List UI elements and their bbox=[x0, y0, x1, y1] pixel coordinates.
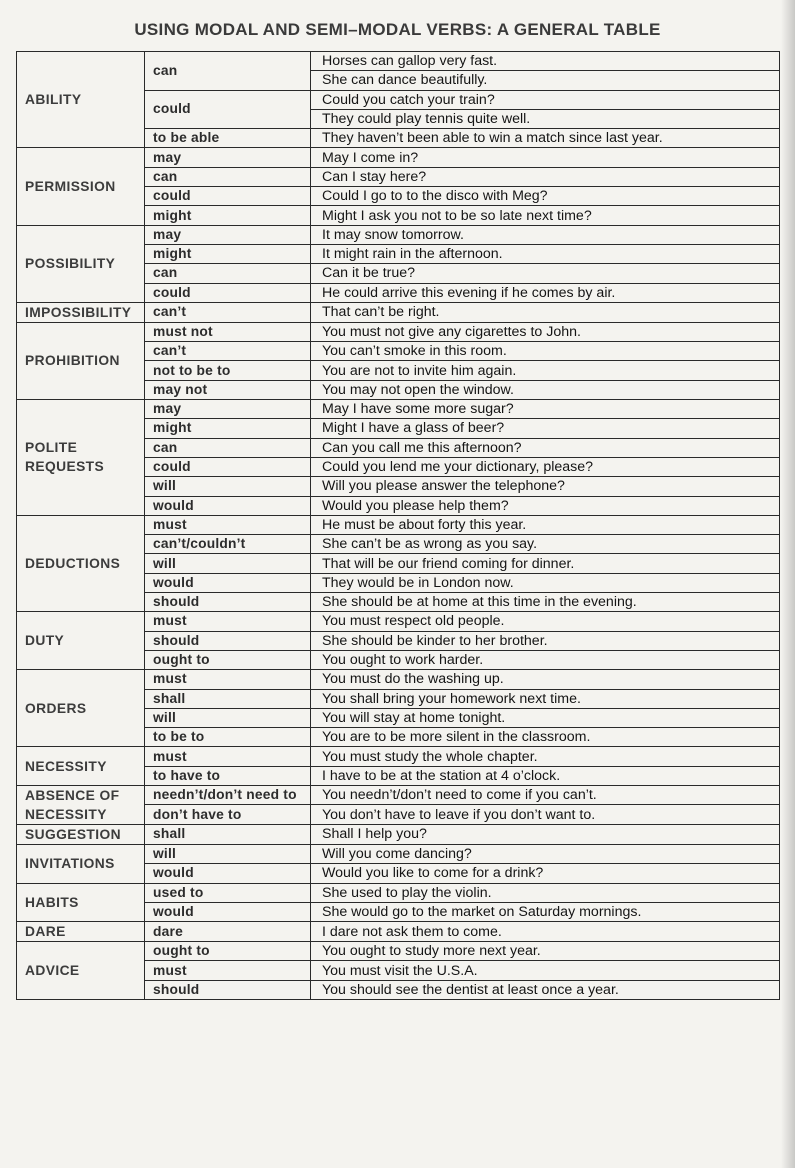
modal-verb: must bbox=[145, 670, 311, 689]
example-sentence: You are not to invite him again. bbox=[311, 361, 780, 380]
modal-verb: could bbox=[145, 187, 311, 206]
example-sentence: You must study the whole chapter. bbox=[311, 747, 780, 766]
example-sentence: She should be at home at this time in the evening. bbox=[311, 593, 780, 612]
example-sentence: You may not open the window. bbox=[311, 380, 780, 399]
modal-verb: should bbox=[145, 631, 311, 650]
category-label: DARE bbox=[17, 922, 145, 942]
example-sentence: Can I stay here? bbox=[311, 167, 780, 186]
page-title: USING MODAL AND SEMI–MODAL VERBS: A GENERAL TABLE bbox=[134, 20, 661, 39]
example-sentence: May I have some more sugar? bbox=[311, 400, 780, 419]
modal-verb: must bbox=[145, 961, 311, 980]
table-row bbox=[17, 52, 780, 71]
table-row bbox=[17, 824, 780, 844]
category-label: ADVICE bbox=[17, 942, 145, 1000]
example-sentence: Might I ask you not to be so late next time? bbox=[311, 206, 780, 225]
table-row bbox=[17, 302, 780, 322]
example-sentence: He could arrive this evening if he comes by air. bbox=[311, 283, 780, 302]
example-sentence: You needn’t/don’t need to come if you can’t. bbox=[311, 785, 780, 805]
category-label: ABILITY bbox=[17, 52, 145, 148]
example-sentence: You will stay at home tonight. bbox=[311, 708, 780, 727]
example-sentence: You don’t have to leave if you don’t want to. bbox=[311, 805, 780, 825]
category-label: POLITE REQUESTS bbox=[17, 400, 145, 516]
modal-verb: must bbox=[145, 515, 311, 534]
category-label: SUGGESTION bbox=[17, 824, 145, 844]
category-label: POSSIBILITY bbox=[17, 225, 145, 302]
modal-verb: would bbox=[145, 864, 311, 883]
modal-verb: must bbox=[145, 747, 311, 766]
example-sentence: You must do the washing up. bbox=[311, 670, 780, 689]
modal-verb: can bbox=[145, 264, 311, 283]
table-body bbox=[17, 52, 780, 1000]
example-sentence: He must be about forty this year. bbox=[311, 515, 780, 534]
table-row bbox=[17, 844, 780, 863]
modal-verb: used to bbox=[145, 883, 311, 902]
table-row bbox=[17, 322, 780, 341]
example-sentence: You are to be more silent in the classroom. bbox=[311, 728, 780, 747]
modal-verb: ought to bbox=[145, 942, 311, 961]
table-row bbox=[17, 670, 780, 689]
example-sentence: I have to be at the station at 4 o’clock. bbox=[311, 766, 780, 785]
example-sentence: She should be kinder to her brother. bbox=[311, 631, 780, 650]
modal-verb: can’t bbox=[145, 342, 311, 361]
modal-verb: may bbox=[145, 400, 311, 419]
table-row bbox=[17, 515, 780, 534]
example-sentence: You must not give any cigarettes to John. bbox=[311, 322, 780, 341]
category-label: HABITS bbox=[17, 883, 145, 922]
modal-verb: will bbox=[145, 477, 311, 496]
example-sentence: You ought to study more next year. bbox=[311, 942, 780, 961]
example-sentence: Might I have a glass of beer? bbox=[311, 419, 780, 438]
example-sentence: You ought to work harder. bbox=[311, 650, 780, 669]
modal-verb: might bbox=[145, 244, 311, 263]
modal-verb: should bbox=[145, 980, 311, 999]
example-sentence: She used to play the violin. bbox=[311, 883, 780, 902]
example-sentence: Horses can gallop very fast. bbox=[311, 52, 780, 71]
modal-verb: may bbox=[145, 225, 311, 244]
modal-verb: will bbox=[145, 844, 311, 863]
example-sentence: Would you please help them? bbox=[311, 496, 780, 515]
example-sentence: Can you call me this afternoon? bbox=[311, 438, 780, 457]
category-label: PERMISSION bbox=[17, 148, 145, 225]
modal-verb: may bbox=[145, 148, 311, 167]
modal-verb: might bbox=[145, 206, 311, 225]
example-sentence: Will you please answer the telephone? bbox=[311, 477, 780, 496]
modal-verb: must not bbox=[145, 322, 311, 341]
modal-verb: dare bbox=[145, 922, 311, 942]
example-sentence: Shall I help you? bbox=[311, 824, 780, 844]
modal-verb: to be able bbox=[145, 129, 311, 148]
category-label: PROHIBITION bbox=[17, 322, 145, 399]
modal-verb: not to be to bbox=[145, 361, 311, 380]
page-edge-shadow bbox=[781, 0, 795, 1168]
modal-verb: can’t bbox=[145, 302, 311, 322]
modal-verb: should bbox=[145, 593, 311, 612]
table-row bbox=[17, 225, 780, 244]
example-sentence: You can’t smoke in this room. bbox=[311, 342, 780, 361]
modal-verb: can bbox=[145, 167, 311, 186]
modal-verb: would bbox=[145, 496, 311, 515]
table-row bbox=[17, 785, 780, 805]
modal-verb: would bbox=[145, 573, 311, 592]
modal-verb: must bbox=[145, 612, 311, 631]
modal-verbs-table bbox=[16, 51, 780, 1000]
modal-verb: will bbox=[145, 554, 311, 573]
example-sentence: They haven’t been able to win a match since last year. bbox=[311, 129, 780, 148]
modal-verb: may not bbox=[145, 380, 311, 399]
table-row bbox=[17, 612, 780, 631]
example-sentence: She can dance beautifully. bbox=[311, 71, 780, 90]
modal-verb: ought to bbox=[145, 650, 311, 669]
modal-verb: shall bbox=[145, 689, 311, 708]
category-label: DUTY bbox=[17, 612, 145, 670]
table-row bbox=[17, 922, 780, 942]
example-sentence: Could you catch your train? bbox=[311, 90, 780, 109]
example-sentence: It might rain in the afternoon. bbox=[311, 244, 780, 263]
example-sentence: You must respect old people. bbox=[311, 612, 780, 631]
example-sentence: Could I go to to the disco with Meg? bbox=[311, 187, 780, 206]
category-label: NECESSITY bbox=[17, 747, 145, 786]
example-sentence: You should see the dentist at least once a year. bbox=[311, 980, 780, 999]
example-sentence: She would go to the market on Saturday mornings. bbox=[311, 902, 780, 921]
modal-verb: can bbox=[145, 438, 311, 457]
category-label: ABSENCE OF NECESSITY bbox=[17, 785, 145, 824]
table-row bbox=[17, 942, 780, 961]
example-sentence: You shall bring your homework next time. bbox=[311, 689, 780, 708]
category-label: ORDERS bbox=[17, 670, 145, 747]
modal-verb: can’t/couldn’t bbox=[145, 535, 311, 554]
example-sentence: They could play tennis quite well. bbox=[311, 109, 780, 128]
modal-verb: will bbox=[145, 708, 311, 727]
example-sentence: Can it be true? bbox=[311, 264, 780, 283]
example-sentence: She can’t be as wrong as you say. bbox=[311, 535, 780, 554]
table-row bbox=[17, 148, 780, 167]
modal-verb: could bbox=[145, 90, 311, 129]
category-label: INVITATIONS bbox=[17, 844, 145, 883]
example-sentence: Will you come dancing? bbox=[311, 844, 780, 863]
modal-verb: would bbox=[145, 902, 311, 921]
modal-verb: could bbox=[145, 283, 311, 302]
example-sentence: You must visit the U.S.A. bbox=[311, 961, 780, 980]
example-sentence: It may snow tomorrow. bbox=[311, 225, 780, 244]
modal-verb: needn’t/don’t need to bbox=[145, 785, 311, 805]
modal-verb: to have to bbox=[145, 766, 311, 785]
example-sentence: I dare not ask them to come. bbox=[311, 922, 780, 942]
modal-verb: might bbox=[145, 419, 311, 438]
example-sentence: That will be our friend coming for dinner. bbox=[311, 554, 780, 573]
modal-verb: to be to bbox=[145, 728, 311, 747]
example-sentence: That can’t be right. bbox=[311, 302, 780, 322]
modal-verb: can bbox=[145, 52, 311, 91]
modal-verb: shall bbox=[145, 824, 311, 844]
modal-verb: don’t have to bbox=[145, 805, 311, 825]
example-sentence: Would you like to come for a drink? bbox=[311, 864, 780, 883]
example-sentence: May I come in? bbox=[311, 148, 780, 167]
category-label: DEDUCTIONS bbox=[17, 515, 145, 611]
table-row bbox=[17, 400, 780, 419]
example-sentence: They would be in London now. bbox=[311, 573, 780, 592]
table-row bbox=[17, 883, 780, 902]
category-label: IMPOSSIBILITY bbox=[17, 302, 145, 322]
modal-verb: could bbox=[145, 457, 311, 476]
table-row bbox=[17, 747, 780, 766]
example-sentence: Could you lend me your dictionary, please? bbox=[311, 457, 780, 476]
